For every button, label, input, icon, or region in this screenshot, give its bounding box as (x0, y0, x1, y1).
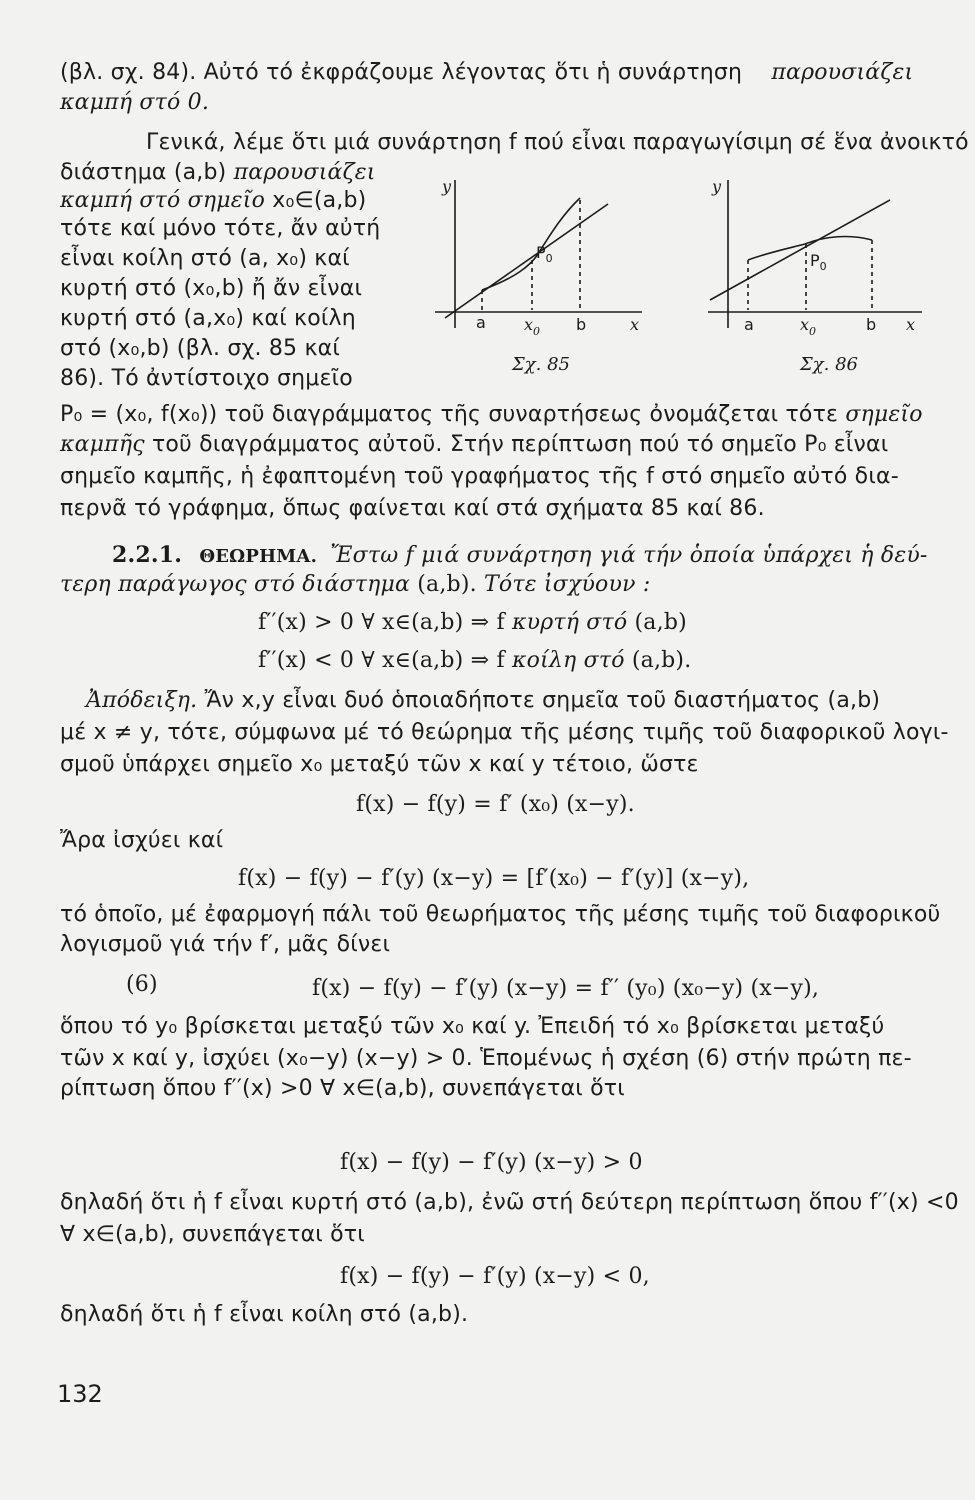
x0-label: x (800, 315, 810, 334)
b-label: b (866, 315, 877, 334)
text-line: περνᾶ τό γράφημα, ὅπως φαίνεται καί στά σχήματα 85 καί 86. (60, 496, 765, 521)
b-label: b (576, 315, 587, 334)
y-axis-label: y (442, 177, 452, 196)
text-line: εἶναι κοίλη στό (a, x₀) καί (60, 246, 350, 271)
text-line: τῶν x καί y, ἰσχύει (x₀−y) (x−y) > 0. Ἑπομένως ἡ σχέση (6) στήν πρώτη πε- (60, 1046, 912, 1071)
equation: f(x) − f(y) − f′(y) (x−y) > 0 (340, 1150, 643, 1175)
text-line: κυρτή στό (a,x₀) καί κοίλη (60, 306, 356, 331)
x-axis-label: x (906, 315, 916, 334)
text-line: λογισμοῦ γιά τήν f′, μᾶς δίνει (60, 932, 391, 957)
y-axis-label: y (712, 177, 722, 196)
text-line: Γενικά, λέμε ὅτι μιά συνάρτηση f πού εἶναι παραγωγίσιμη σέ ἕνα ἀνοικτό (146, 130, 969, 155)
x-axis-label: x (630, 315, 640, 334)
x0-label: x (524, 315, 534, 334)
a-label: a (476, 313, 486, 332)
equation: f(x) − f(y) = f′ (x₀) (x−y). (356, 792, 635, 817)
text-line: τό ὁποῖο, μέ ἐφαρμογή πάλι τοῦ θεωρήματος τῆς μέσης τιμῆς τοῦ διαφορικοῦ (60, 902, 941, 927)
text-line: καμπή στό 0. (60, 90, 210, 115)
text-line: καμπή στό σημεῖο x₀∈(a,b) (60, 188, 367, 213)
formula-line: f′′(x) < 0 ∀ x∈(a,b) ⇒ f κοίλη στό (a,b). (258, 648, 692, 673)
figure-85 (420, 170, 650, 340)
formula-line: f′′(x) > 0 ∀ x∈(a,b) ⇒ f κυρτή στό (a,b) (258, 610, 687, 635)
text-line: ὅπου τό y₀ βρίσκεται μεταξύ τῶν x₀ καί y. Ἐπειδή τό x₀ βρίσκεται μεταξύ (60, 1014, 885, 1039)
text-line: σμοῦ ὑπάρχει σημεῖο x₀ μεταξύ τῶν x καί y τέτοιο, ὥστε (60, 752, 699, 777)
tangent-line (445, 204, 608, 318)
proof-label: Ἀπόδειξη. (86, 688, 198, 713)
text-line: P₀ = (x₀, f(x₀)) τοῦ διαγράμματος τῆς συναρτήσεως ὀνομάζεται τότε σημεῖο (60, 402, 923, 427)
text-line: στό (x₀,b) (βλ. σχ. 85 καί (60, 336, 340, 361)
equation: f(x) − f(y) − f′(y) (x−y) < 0, (340, 1264, 650, 1289)
a-label: a (744, 315, 754, 334)
page-number: 132 (57, 1380, 103, 1408)
text-line: τότε καί μόνο τότε, ἄν αὐτή (60, 216, 381, 241)
text-line: δηλαδή ὅτι ἡ f εἶναι κυρτή στό (a,b), ἐνῶ στή δεύτερη περίπτωση ὅπου f′′(x) <0 (60, 1190, 959, 1215)
p0-label: P (810, 251, 820, 270)
theorem-heading: 2.2.1. ΘΕΩΡΗΜΑ. Ἔστω f μιά συνάρτηση γιά τήν ὁποία ὑπάρχει ἡ δεύ- (112, 542, 928, 568)
svg-text:x0: $x_0$ (800, 315, 817, 338)
text-line: ∀ x∈(a,b), συνεπάγεται ὅτι (60, 1222, 365, 1247)
text-line: Ἀπόδειξη. Ἄν x,y εἶναι δυό ὁποιαδήποτε σημεῖα τοῦ διαστήματος (a,b) (86, 688, 881, 713)
text-line: δηλαδή ὅτι ἡ f εἶναι κοίλη στό (a,b). (60, 1302, 469, 1327)
text-line: ρίπτωση ὅπου f′′(x) >0 ∀ x∈(a,b), συνεπάγεται ὅτι (60, 1076, 625, 1101)
figure-86-caption: Σχ. 86 (800, 354, 858, 375)
svg-text:x0: $x_0$ (524, 315, 541, 338)
tangent-line (710, 200, 890, 300)
svg-text:P0: $P_0$ (536, 243, 553, 265)
text-line: σημεῖο καμπῆς, ἡ ἐφαπτομένη τοῦ γραφήματος τῆς f στό σημεῖο αὐτό δια- (60, 464, 899, 489)
text-line: κυρτή στό (x₀,b) ἤ ἄν εἶναι (60, 276, 363, 301)
p0-label: P (536, 243, 546, 262)
text-line: μέ x ≠ y, τότε, σύμφωνα μέ τό θεώρημα τῆς μέσης τιμῆς τοῦ διαφορικοῦ λογι- (60, 720, 949, 745)
theorem-label: ΘΕΩΡΗΜΑ. (199, 546, 318, 567)
text-line: καμπῆς τοῦ διαγράμματος αὐτοῦ. Στήν περίπτωση πού τό σημεῖο P₀ εἶναι (60, 432, 889, 457)
text-line: Ἄρα ἰσχύει καί (60, 828, 224, 853)
function-curve (482, 198, 580, 290)
figure-86 (700, 170, 930, 340)
svg-text:P0: $P_0$ (810, 251, 827, 273)
equation-number: (6) (126, 972, 158, 997)
text-line: τερη παράγωγος στό διάστημα (a,b). Τότε ἰσχύουν : (60, 572, 651, 597)
equation: f(x) − f(y) − f′(y) (x−y) = [f′(x₀) − f′(y)] (x−y), (238, 866, 750, 891)
text-line: διάστημα (a,b) παρουσιάζει (60, 160, 376, 185)
text-line: (βλ. σχ. 84). Αὐτό τό ἐκφράζουμε λέγοντας ὅτι ἡ συνάρτηση παρουσιάζει (60, 60, 914, 85)
theorem-number: 2.2.1. (112, 542, 183, 568)
equation: f(x) − f(y) − f′(y) (x−y) = f′′ (y₀) (x₀−y) (x−y), (312, 976, 820, 1001)
text-line: 86). Τό ἀντίστοιχο σημεῖο (60, 366, 353, 391)
figure-85-caption: Σχ. 85 (512, 354, 570, 375)
